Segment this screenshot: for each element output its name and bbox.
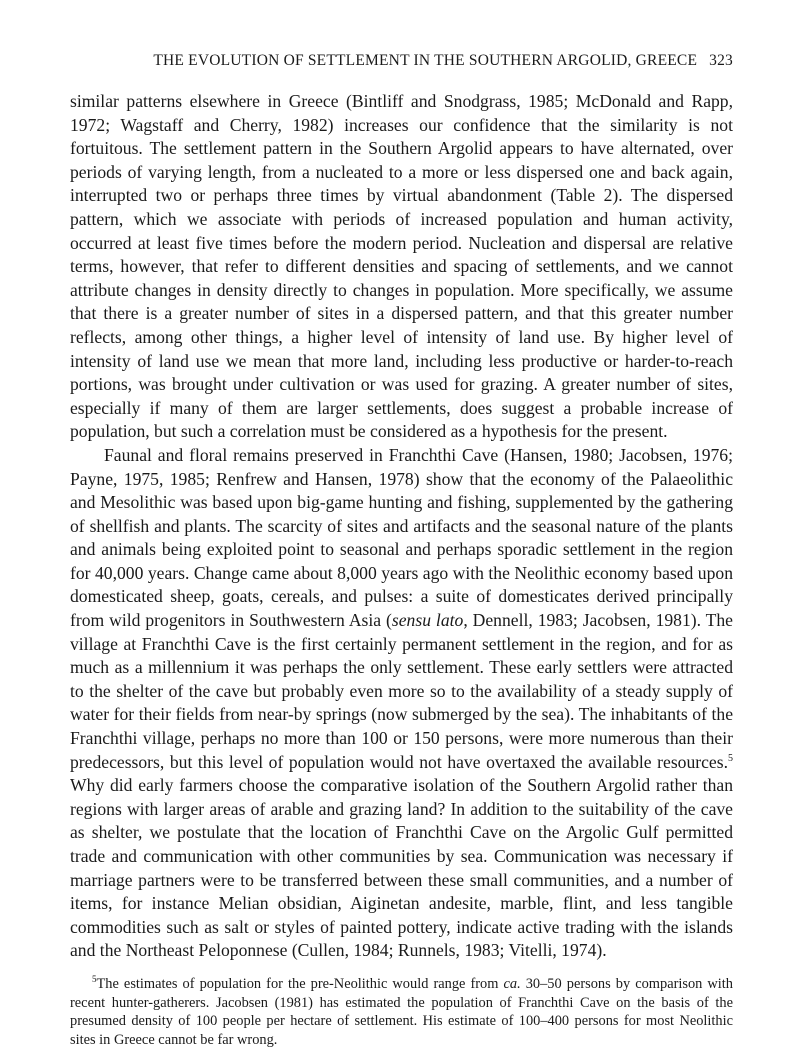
- footnote-mark: 5: [92, 973, 97, 984]
- paragraph-1: similar patterns elsewhere in Greece (Bintliff and Snodgrass, 1985; McDonald and Rapp, 1972; Wagstaff and Cherry, 1982) increases our confidence that the similarity is not fortuitous. The settlement pattern in the Southern Argolid appears to have alternated, over periods of varying length, from a nucleated to a more or less dispersed one and back again, interrupted two or perhaps three times by virtual abandonment (Table 2). The dispersed pattern, which we associate with periods of increased population and human activity, occurred at least five times before the modern period. Nucleation and dispersal are relative terms, however, that refer to different densities and spacing of settlements, and we cannot attribute changes in density directly to changes in population. More specifically, we assume that there is a greater number of sites in a dispersed pattern, and that this greater number reflects, among other things, a higher level of intensity of land use. By higher level of intensity of land use we mean that more land, including less productive or harder-to-reach portions, was brought under cultivation or was used for grazing. A greater number of sites, especially if many of them are larger settlements, does suggest a probable increase of population, but such a correlation must be considered as a hypothesis for the present.: [70, 91, 733, 442]
- paragraph-2-text-b: , Dennell, 1983; Jacobsen, 1981). The village at Franchthi Cave is the first certainly permanent settlement in the region, and for as much as a millennium it was perhaps the only settlement. These early settlers were attracted to the shelter of the cave but probably even more so to the availability of a steady supply of water for their fields from near-by springs (now submerged by the sea). The inhabitants of the Franchthi village, perhaps no more than 100 or 150 persons, were more numerous than their predecessors, but this level of population would not have overtaxed the available resources.: [70, 610, 733, 772]
- footnote-text-b: 30–50 persons by comparison with recent hunter-gatherers. Jacobsen (1981) has estimated the population of Franchthi Cave on the basis of the presumed density of 100 people per hectare of settlement. His estimate of 100–400 persons for most Neolithic sites in Greece cannot be far wrong.: [70, 975, 733, 1048]
- footnote: [70, 975, 733, 1049]
- paragraph-2-text-a: Faunal and floral remains preserved in Franchthi Cave (Hansen, 1980; Jacobsen, 1976; Payne, 1975, 1985; Renfrew and Hansen, 1978) show that the economy of the Palaeolithic and Mesolithic was based upon big-game hunting and fishing, supplemented by the gathering of shellfish and plants. The scarcity of sites and artifacts and the seasonal nature of the plants and animals being exploited point to seasonal and perhaps sporadic settlement in the region for 40,000 years. Change came about 8,000 years ago with the Neolithic economy based upon domesticated sheep, goats, cereals, and pulses: a suite of domesticates derived principally from wild progenitors in Southwestern Asia (: [70, 444, 733, 631]
- body-text: [70, 90, 733, 963]
- paragraph-2-italic: sensu lato: [391, 610, 464, 631]
- footnote-text-a: The estimates of population for the pre-Neolithic would range from: [96, 975, 504, 992]
- page-number: 323: [709, 52, 733, 69]
- paragraph-2-text-c: Why did early farmers choose the comparative isolation of the Southern Argolid rather than regions with larger areas of arable and grazing land? In addition to the suitability of the cave as shelter, we postulate that the location of Franchthi Cave on the Argolic Gulf permitted trade and communication with other communities by sea. Communication was necessary if marriage partners were to be transferred between these small communities, and a number of items, for instance Melian obsidian, Aiginetan andesite, marble, flint, and less tangible commodities such as salt or styles of painted pottery, indicate active trading with the islands and the Northeast Peloponnese (Cullen, 1984; Runnels, 1983; Vitelli, 1974).: [70, 775, 733, 961]
- paragraph-2: [70, 444, 733, 963]
- page: [70, 52, 733, 1049]
- running-head: [70, 52, 733, 70]
- footnote-italic: ca.: [503, 975, 521, 992]
- footnote-reference: 5: [728, 752, 733, 764]
- running-head-title: THE EVOLUTION OF SETTLEMENT IN THE SOUTHERN ARGOLID, GREECE: [153, 52, 698, 69]
